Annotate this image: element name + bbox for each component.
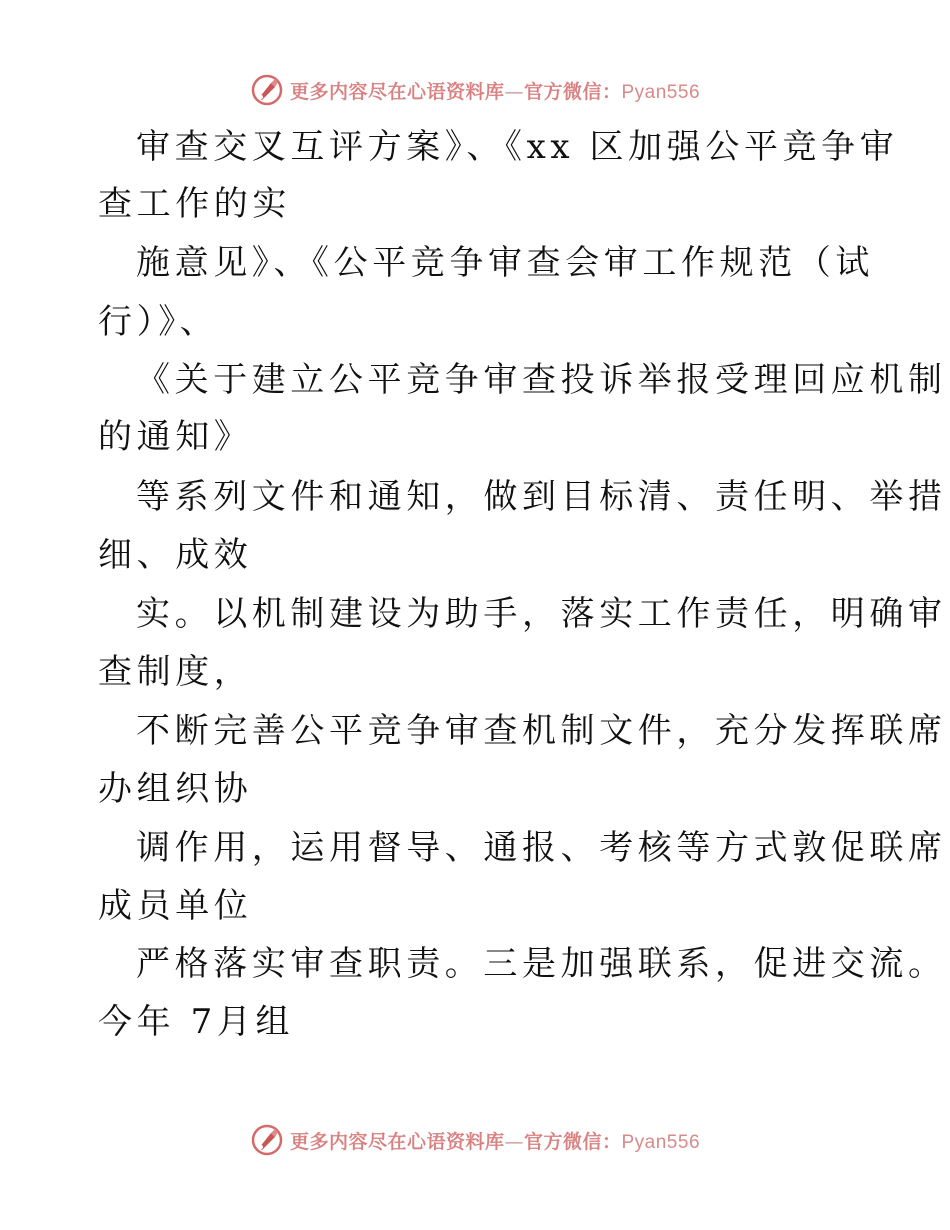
text-line: 实。以机制建设为助手，落实工作责任，明确审 [136, 594, 947, 634]
text-line: 查工作的实 [98, 184, 291, 224]
text-line: 行）》、 [98, 302, 219, 342]
text-line: 施意见》、《公平竞争审查会审工作规范（试 [136, 243, 874, 283]
text-line: 调作用，运用督导、通报、考核等方式敦促联席 [136, 828, 947, 868]
pen-nib-logo-icon [250, 1123, 284, 1157]
watermark-brand: 更多内容尽在心语资料库 [289, 1130, 505, 1153]
watermark-brand: 更多内容尽在心语资料库 [289, 80, 505, 103]
text-line: 《关于建立公平竞争审查投诉举报受理回应机制 [136, 360, 947, 400]
header-watermark [0, 70, 950, 110]
watermark-dash: — [504, 1130, 524, 1153]
watermark-account: Pyan556 [621, 1131, 701, 1153]
watermark-dash: — [504, 80, 524, 103]
watermark-label: 官方微信： [523, 80, 622, 103]
text-line: 审查交叉互评方案》、《xx 区加强公平竞争审 [136, 127, 899, 167]
text-line: 查制度， [98, 652, 253, 692]
text-line: 办组织协 [98, 769, 253, 809]
text-line: 等系列文件和通知，做到目标清、责任明、举措 [136, 477, 947, 517]
watermark-text [290, 1127, 700, 1154]
text-line: 细、成效 [98, 535, 253, 575]
text-line: 严格落实审查职责。三是加强联系，促进交流。 [136, 944, 947, 984]
pen-nib-logo-icon [250, 73, 284, 107]
watermark-label: 官方微信： [523, 1130, 622, 1153]
watermark-text [290, 77, 700, 104]
text-line: 成员单位 [98, 886, 253, 926]
text-line: 不断完善公平竞争审查机制文件，充分发挥联席 [136, 711, 947, 751]
text-line: 的通知》 [98, 417, 253, 457]
text-line: 今年 7月组 [98, 1002, 295, 1042]
watermark-account: Pyan556 [621, 81, 701, 103]
footer-watermark [0, 1120, 950, 1160]
